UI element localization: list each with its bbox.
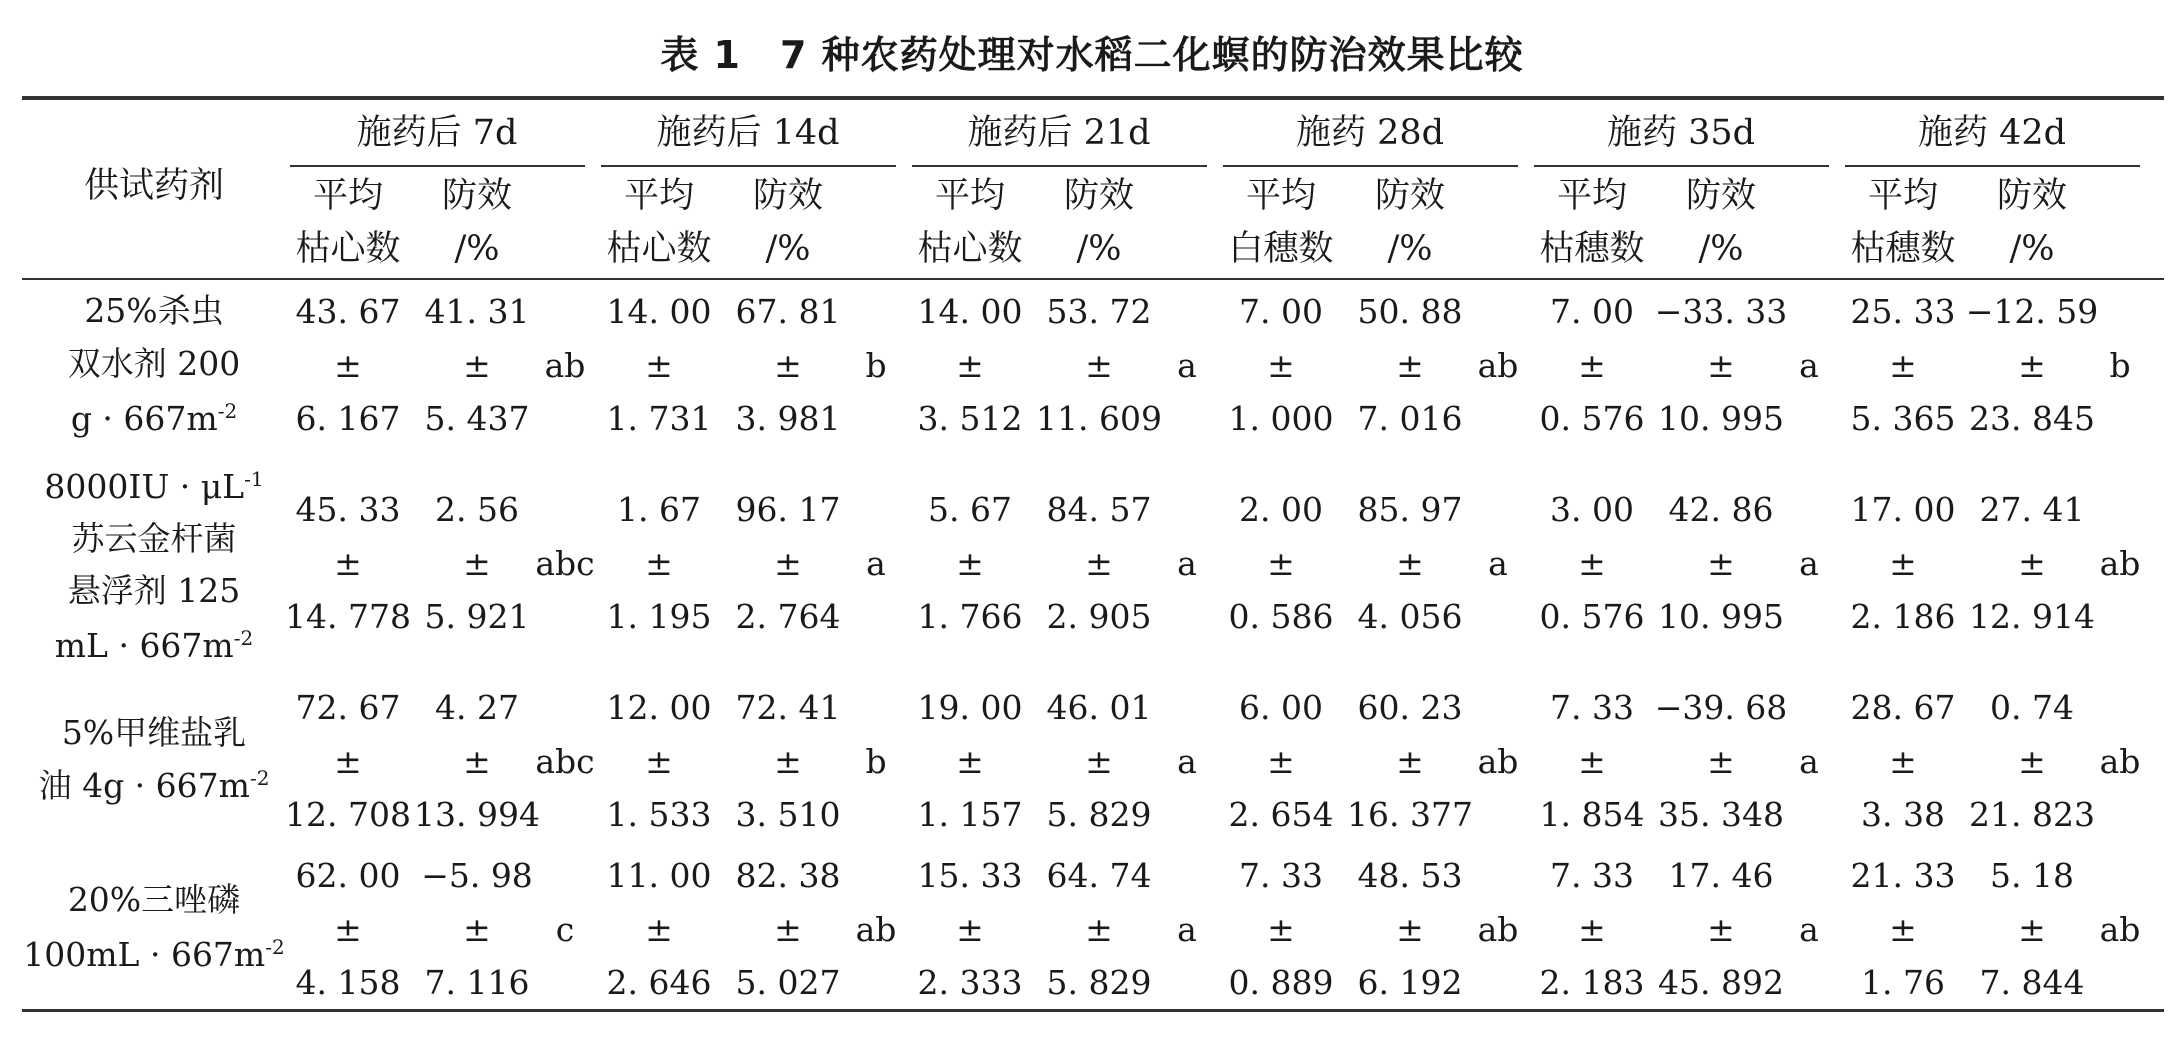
- efficacy-sd: 16. 377: [1347, 794, 1473, 834]
- period-header-6: 施药 42d: [1917, 112, 2067, 153]
- efficacy-value: 72. 41: [735, 687, 841, 727]
- agent-3-line-2: [0, 766, 404, 805]
- significance-letter: a: [1177, 543, 1197, 583]
- count-header-bottom: 白穗数: [1228, 228, 1334, 269]
- mean-count: 7. 33: [1550, 687, 1634, 727]
- mean-count-sd: 1. 195: [606, 596, 712, 636]
- agent-2-line-3-text: 悬浮剂 125: [67, 571, 241, 610]
- efficacy-sd: 12. 914: [1969, 596, 2095, 636]
- efficacy-sd: 10. 995: [1658, 596, 1784, 636]
- agent-3-line-1: [0, 713, 404, 752]
- agent-column-header: 供试药剂: [83, 165, 224, 206]
- efficacy-sd: 7. 016: [1357, 398, 1463, 438]
- significance-letter: a: [1799, 543, 1819, 583]
- plus-minus-sign: ±: [1707, 741, 1735, 781]
- agent-4-line-2-exponent: -2: [265, 935, 285, 959]
- mean-count-sd: 2. 654: [1228, 794, 1334, 834]
- mean-count: 6. 00: [1239, 687, 1323, 727]
- mean-count: 3. 00: [1550, 489, 1634, 529]
- top-rule: [22, 96, 2164, 100]
- mean-count-sd: 2. 333: [917, 962, 1023, 1002]
- efficacy-sd: 2. 905: [1046, 596, 1152, 636]
- efficacy-value: 27. 41: [1979, 489, 2085, 529]
- efficacy-header-bottom: /%: [1076, 228, 1122, 269]
- efficacy-value: 17. 46: [1668, 855, 1774, 895]
- efficacy-value: 2. 56: [435, 489, 519, 529]
- efficacy-value: 53. 72: [1046, 291, 1152, 331]
- efficacy-value: 48. 53: [1357, 855, 1463, 895]
- count-header-bottom: 枯穗数: [1539, 228, 1645, 269]
- count-header-bottom: 枯心数: [295, 228, 401, 269]
- plus-minus-sign: ±: [1085, 741, 1113, 781]
- mean-count-sd: 3. 38: [1861, 794, 1945, 834]
- group-underline-1: [290, 165, 585, 167]
- efficacy-value: 85. 97: [1357, 489, 1463, 529]
- plus-minus-sign: ±: [1889, 909, 1917, 949]
- mean-count: 25. 33: [1850, 291, 1956, 331]
- agent-1-line-3: [0, 399, 404, 438]
- group-underline-2: [601, 165, 896, 167]
- agent-2-line-4-text: mL · 667m: [54, 626, 234, 665]
- mean-count: 7. 33: [1239, 855, 1323, 895]
- count-header-bottom: 枯心数: [606, 228, 712, 269]
- plus-minus-sign: ±: [2018, 909, 2046, 949]
- mean-count-sd: 2. 183: [1539, 962, 1645, 1002]
- plus-minus-sign: ±: [774, 909, 802, 949]
- efficacy-value: −12. 59: [1965, 291, 2099, 331]
- agent-4-line-2-text: 100mL · 667m: [23, 935, 266, 974]
- mean-count: 11. 00: [606, 855, 712, 895]
- plus-minus-sign: ±: [1707, 543, 1735, 583]
- mean-count: 17. 00: [1850, 489, 1956, 529]
- plus-minus-sign: ±: [1085, 345, 1113, 385]
- plus-minus-sign: ±: [2018, 543, 2046, 583]
- plus-minus-sign: ±: [1396, 741, 1424, 781]
- efficacy-sd: 4. 056: [1357, 596, 1463, 636]
- mean-count: 12. 00: [606, 687, 712, 727]
- efficacy-value: 64. 74: [1046, 855, 1152, 895]
- mean-count-sd: 2. 186: [1850, 596, 1956, 636]
- period-header-3: 施药后 21d: [967, 112, 1151, 153]
- efficacy-header-bottom: /%: [765, 228, 811, 269]
- significance-letter: ab: [1477, 909, 1519, 949]
- significance-letter: a: [866, 543, 886, 583]
- mean-count: 5. 67: [928, 489, 1012, 529]
- plus-minus-sign: ±: [334, 543, 362, 583]
- efficacy-value: 0. 74: [1990, 687, 2074, 727]
- plus-minus-sign: ±: [1578, 345, 1606, 385]
- efficacy-header-top: 防效: [1996, 175, 2067, 216]
- mean-count: 2. 00: [1239, 489, 1323, 529]
- plus-minus-sign: ±: [463, 741, 491, 781]
- count-header-top: 平均: [1556, 175, 1627, 216]
- mean-count-sd: 0. 576: [1539, 398, 1645, 438]
- significance-letter: c: [555, 909, 575, 949]
- efficacy-header-top: 防效: [441, 175, 512, 216]
- significance-letter: b: [865, 741, 887, 781]
- efficacy-value: 84. 57: [1046, 489, 1152, 529]
- mean-count: 14. 00: [606, 291, 712, 331]
- significance-letter: ab: [2099, 909, 2141, 949]
- efficacy-header-bottom: /%: [1698, 228, 1744, 269]
- agent-2-line-1-exponent: -1: [244, 467, 264, 491]
- efficacy-value: 67. 81: [735, 291, 841, 331]
- plus-minus-sign: ±: [463, 345, 491, 385]
- mean-count: 43. 67: [295, 291, 401, 331]
- plus-minus-sign: ±: [1267, 543, 1295, 583]
- agent-3-line-1-text: 5%甲维盐乳: [61, 713, 247, 752]
- group-underline-3: [912, 165, 1207, 167]
- plus-minus-sign: ±: [774, 345, 802, 385]
- plus-minus-sign: ±: [1396, 909, 1424, 949]
- efficacy-value: −39. 68: [1654, 687, 1788, 727]
- efficacy-header-top: 防效: [752, 175, 823, 216]
- significance-letter: ab: [1477, 345, 1519, 385]
- count-header-top: 平均: [1867, 175, 1938, 216]
- significance-letter: ab: [1477, 741, 1519, 781]
- efficacy-sd: 5. 829: [1046, 794, 1152, 834]
- mean-count-sd: 12. 708: [285, 794, 411, 834]
- plus-minus-sign: ±: [1707, 345, 1735, 385]
- agent-3-line-2-text: 油 4g · 667m: [38, 766, 250, 805]
- significance-letter: a: [1799, 909, 1819, 949]
- plus-minus-sign: ±: [1396, 543, 1424, 583]
- efficacy-value: 41. 31: [424, 291, 530, 331]
- count-header-bottom: 枯穗数: [1850, 228, 1956, 269]
- count-header-top: 平均: [623, 175, 694, 216]
- period-header-5: 施药 35d: [1606, 112, 1756, 153]
- efficacy-sd: 5. 921: [424, 596, 530, 636]
- mean-count: 7. 00: [1550, 291, 1634, 331]
- efficacy-sd: 7. 116: [424, 962, 530, 1002]
- significance-letter: abc: [535, 543, 595, 583]
- efficacy-header-bottom: /%: [2009, 228, 2055, 269]
- plus-minus-sign: ±: [1578, 909, 1606, 949]
- efficacy-sd: 6. 192: [1357, 962, 1463, 1002]
- significance-letter: ab: [855, 909, 897, 949]
- mean-count-sd: 1. 533: [606, 794, 712, 834]
- plus-minus-sign: ±: [645, 345, 673, 385]
- mean-count-sd: 0. 889: [1228, 962, 1334, 1002]
- efficacy-sd: 5. 829: [1046, 962, 1152, 1002]
- agent-1-line-3-text: g · 667m: [70, 399, 218, 438]
- mean-count: 45. 33: [295, 489, 401, 529]
- efficacy-header-bottom: /%: [454, 228, 500, 269]
- agent-2-line-1: [0, 467, 404, 506]
- efficacy-sd: 23. 845: [1969, 398, 2095, 438]
- efficacy-header-bottom: /%: [1387, 228, 1433, 269]
- agent-4-line-1: [0, 880, 404, 919]
- plus-minus-sign: ±: [463, 909, 491, 949]
- plus-minus-sign: ±: [334, 345, 362, 385]
- significance-letter: a: [1177, 909, 1197, 949]
- mean-count-sd: 14. 778: [285, 596, 411, 636]
- period-header-4: 施药 28d: [1295, 112, 1445, 153]
- plus-minus-sign: ±: [463, 543, 491, 583]
- mean-count: 7. 33: [1550, 855, 1634, 895]
- period-header-2: 施药后 14d: [656, 112, 840, 153]
- group-underline-6: [1845, 165, 2140, 167]
- efficacy-value: 60. 23: [1357, 687, 1463, 727]
- significance-letter: abc: [535, 741, 595, 781]
- plus-minus-sign: ±: [645, 909, 673, 949]
- count-header-top: 平均: [934, 175, 1005, 216]
- plus-minus-sign: ±: [1267, 741, 1295, 781]
- agent-3-line-2-exponent: -2: [249, 766, 270, 790]
- efficacy-value: 96. 17: [735, 489, 841, 529]
- efficacy-header-top: 防效: [1063, 175, 1134, 216]
- mean-count-sd: 4. 158: [295, 962, 401, 1002]
- bottom-rule: [22, 1009, 2164, 1012]
- mean-count-sd: 1. 000: [1228, 398, 1334, 438]
- significance-letter: b: [2109, 345, 2131, 385]
- count-header-top: 平均: [312, 175, 383, 216]
- plus-minus-sign: ±: [1889, 741, 1917, 781]
- significance-letter: ab: [2099, 741, 2141, 781]
- plus-minus-sign: ±: [645, 741, 673, 781]
- agent-2-line-2: [0, 519, 404, 558]
- efficacy-value: 5. 18: [1990, 855, 2074, 895]
- mean-count-sd: 1. 76: [1861, 962, 1945, 1002]
- significance-letter: ab: [544, 345, 586, 385]
- agent-2-line-4-exponent: -2: [233, 626, 254, 650]
- mean-count-sd: 1. 766: [917, 596, 1023, 636]
- plus-minus-sign: ±: [334, 909, 362, 949]
- period-header-1: 施药后 7d: [356, 112, 518, 153]
- plus-minus-sign: ±: [1085, 909, 1113, 949]
- agent-1-line-3-exponent: -2: [217, 399, 238, 423]
- plus-minus-sign: ±: [1578, 543, 1606, 583]
- efficacy-sd: 13. 994: [414, 794, 540, 834]
- group-underline-4: [1223, 165, 1518, 167]
- efficacy-value: 4. 27: [435, 687, 519, 727]
- plus-minus-sign: ±: [774, 741, 802, 781]
- mean-count: 14. 00: [917, 291, 1023, 331]
- efficacy-sd: 5. 437: [424, 398, 530, 438]
- efficacy-sd: 3. 981: [735, 398, 841, 438]
- mean-count: 7. 00: [1239, 291, 1323, 331]
- significance-letter: a: [1177, 345, 1197, 385]
- mean-count-sd: 6. 167: [295, 398, 401, 438]
- plus-minus-sign: ±: [1085, 543, 1113, 583]
- mean-count-sd: 0. 586: [1228, 596, 1334, 636]
- significance-letter: a: [1177, 741, 1197, 781]
- mean-count: 15. 33: [917, 855, 1023, 895]
- plus-minus-sign: ±: [1396, 345, 1424, 385]
- count-header-bottom: 枯心数: [917, 228, 1023, 269]
- efficacy-sd: 3. 510: [735, 794, 841, 834]
- efficacy-sd: 7. 844: [1979, 962, 2085, 1002]
- efficacy-sd: 11. 609: [1036, 398, 1162, 438]
- efficacy-sd: 5. 027: [735, 962, 841, 1002]
- efficacy-header-top: 防效: [1685, 175, 1756, 216]
- plus-minus-sign: ±: [645, 543, 673, 583]
- efficacy-value: 50. 88: [1357, 291, 1463, 331]
- agent-2-line-2-text: 苏云金杆菌: [71, 519, 237, 558]
- mean-count-sd: 1. 854: [1539, 794, 1645, 834]
- agent-1-line-2-text: 双水剂 200: [67, 344, 241, 383]
- plus-minus-sign: ±: [1707, 909, 1735, 949]
- plus-minus-sign: ±: [1267, 345, 1295, 385]
- efficacy-sd: 21. 823: [1969, 794, 2095, 834]
- efficacy-value: −5. 98: [421, 855, 533, 895]
- efficacy-sd: 35. 348: [1658, 794, 1784, 834]
- plus-minus-sign: ±: [2018, 741, 2046, 781]
- count-header-top: 平均: [1245, 175, 1316, 216]
- agent-2-line-3: [0, 571, 404, 610]
- agent-2-line-4: [0, 626, 404, 665]
- significance-letter: a: [1488, 543, 1508, 583]
- efficacy-header-top: 防效: [1374, 175, 1445, 216]
- plus-minus-sign: ±: [774, 543, 802, 583]
- efficacy-value: 82. 38: [735, 855, 841, 895]
- mean-count: 1. 67: [617, 489, 701, 529]
- table-title: 表 1 7 种农药处理对水稻二化螟的防治效果比较: [660, 33, 1524, 77]
- plus-minus-sign: ±: [956, 345, 984, 385]
- mean-count: 28. 67: [1850, 687, 1956, 727]
- plus-minus-sign: ±: [1578, 741, 1606, 781]
- efficacy-value: −33. 33: [1654, 291, 1788, 331]
- significance-letter: a: [1799, 741, 1819, 781]
- mean-count-sd: 3. 512: [917, 398, 1023, 438]
- plus-minus-sign: ±: [1889, 345, 1917, 385]
- efficacy-sd: 2. 764: [735, 596, 841, 636]
- significance-letter: ab: [2099, 543, 2141, 583]
- agent-1-line-1-text: 25%杀虫: [84, 291, 224, 330]
- mean-count-sd: 1. 157: [917, 794, 1023, 834]
- agent-1-line-2: [0, 344, 404, 383]
- mean-count: 19. 00: [917, 687, 1023, 727]
- plus-minus-sign: ±: [1889, 543, 1917, 583]
- efficacy-sd: 10. 995: [1658, 398, 1784, 438]
- plus-minus-sign: ±: [1267, 909, 1295, 949]
- plus-minus-sign: ±: [956, 909, 984, 949]
- efficacy-value: 42. 86: [1668, 489, 1774, 529]
- mean-count: 72. 67: [295, 687, 401, 727]
- group-underline-5: [1534, 165, 1829, 167]
- agent-4-line-2: [0, 935, 404, 974]
- significance-letter: b: [865, 345, 887, 385]
- plus-minus-sign: ±: [956, 741, 984, 781]
- mean-count-sd: 5. 365: [1850, 398, 1956, 438]
- mean-count-sd: 0. 576: [1539, 596, 1645, 636]
- agent-1-line-1: [0, 291, 404, 330]
- header-rule: [22, 278, 2164, 280]
- mean-count: 21. 33: [1850, 855, 1956, 895]
- mean-count-sd: 2. 646: [606, 962, 712, 1002]
- plus-minus-sign: ±: [956, 543, 984, 583]
- mean-count: 62. 00: [295, 855, 401, 895]
- efficacy-value: 46. 01: [1046, 687, 1152, 727]
- significance-letter: a: [1799, 345, 1819, 385]
- efficacy-sd: 45. 892: [1658, 962, 1784, 1002]
- mean-count-sd: 1. 731: [606, 398, 712, 438]
- plus-minus-sign: ±: [2018, 345, 2046, 385]
- agent-2-line-1-text: 8000IU · μL: [44, 467, 245, 506]
- plus-minus-sign: ±: [334, 741, 362, 781]
- agent-4-line-1-text: 20%三唑磷: [67, 880, 241, 919]
